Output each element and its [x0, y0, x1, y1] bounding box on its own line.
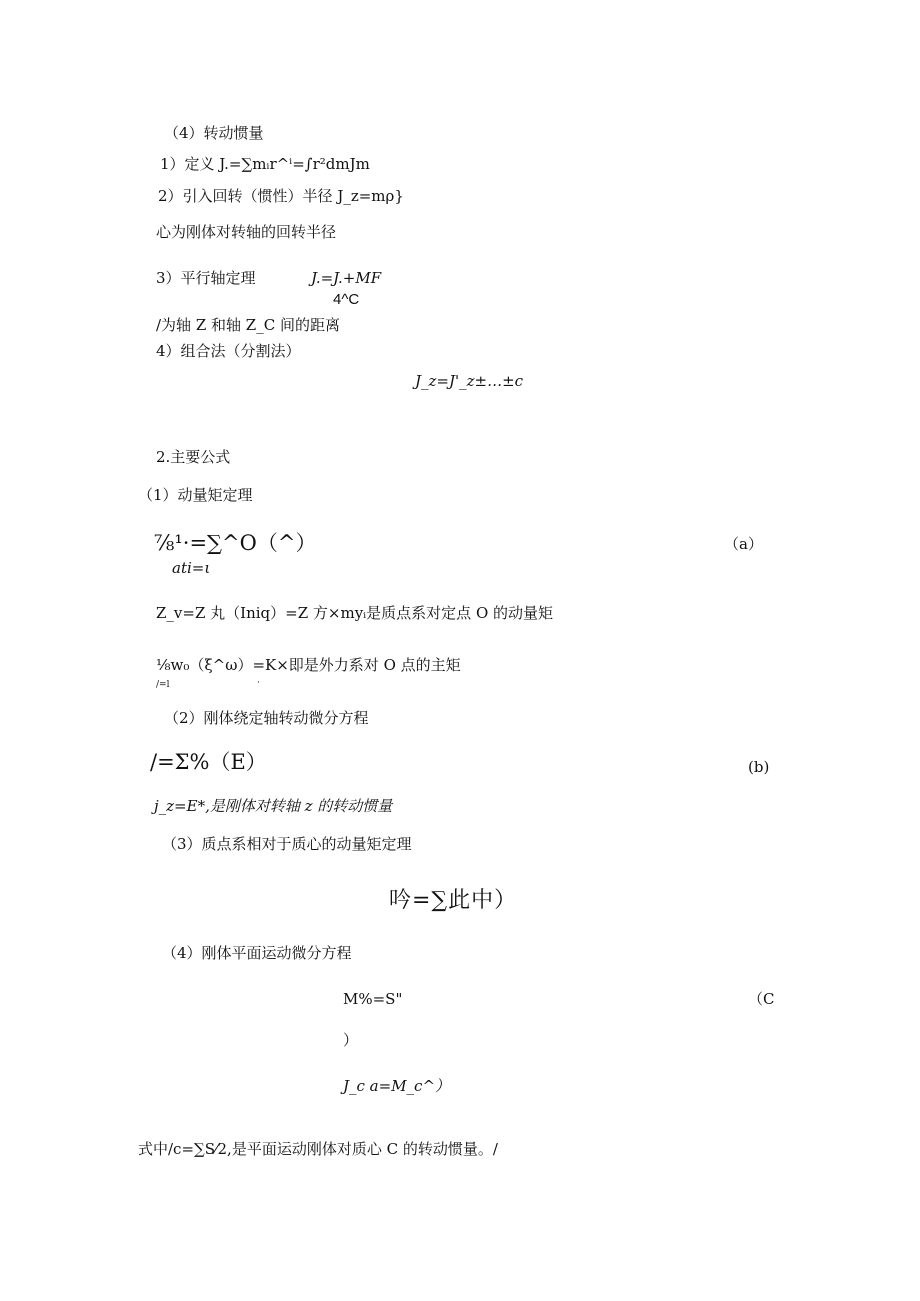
- composition-method-label: 4）组合法（分割法）: [156, 342, 301, 360]
- equation-a: ⅞¹·=∑^O（^）: [154, 531, 317, 555]
- equation-center-of-mass: 吟=∑此中）: [389, 888, 518, 913]
- planar-equation-paren: ）: [343, 1031, 359, 1049]
- planar-equation-tag: （C: [748, 990, 775, 1008]
- radius-of-gyration-note: 心为刚体对转轴的回转半径: [156, 223, 337, 241]
- parallel-axis-label: 3）平行轴定理: [156, 269, 256, 287]
- planar-equation-2: J_c a=M_c^）: [343, 1077, 451, 1095]
- radius-of-gyration-line: 2）引入回转（惯性）半径 J_z=mρ}: [158, 187, 404, 205]
- heading-fixed-axis-rotation: （2）刚体绕定轴转动微分方程: [164, 709, 369, 727]
- heading-angular-momentum-theorem: （1）动量矩定理: [138, 486, 253, 504]
- equation-b-tag: (b): [748, 758, 770, 776]
- planar-footnote: 式中/c=∑S⁄2,是平面运动刚体对质心 C 的转动惯量。/: [138, 1140, 498, 1158]
- heading-relative-to-center-of-mass: （3）质点系相对于质心的动量矩定理: [162, 835, 412, 853]
- parallel-axis-distance-note: /为轴 Z 和轴 Z_C 间的距离: [156, 316, 340, 334]
- angular-momentum-line: Z_v=Z 丸（Iniq）=Z 方×myᵢ是质点系对定点 O 的动量矩: [156, 604, 554, 622]
- moment-of-inertia-note: j_z=E*,是刚体对转轴 z 的转动惯量: [154, 797, 393, 815]
- parallel-axis-subscript: 4^C: [333, 291, 360, 308]
- principal-moment-dot: ·: [257, 678, 260, 688]
- heading-main-formulas: 2.主要公式: [156, 448, 231, 466]
- principal-moment-line: ⅛w₀（ξ^ω）=K×即是外力系对 O 点的主矩: [156, 656, 461, 674]
- planar-equation-1: M%=S": [343, 990, 403, 1008]
- equation-b: /=Σ%（E）: [150, 750, 267, 774]
- parallel-axis-formula: J.=J.+MF: [311, 269, 382, 287]
- equation-a-subscript: ati=ι: [172, 559, 211, 577]
- heading-moment-of-inertia: （4）转动惯量: [164, 124, 264, 142]
- heading-planar-motion: （4）刚体平面运动微分方程: [162, 944, 352, 962]
- definition-line: 1）定义 J.=∑mᵢr^ⁱ=∫r²dmJm: [160, 155, 370, 173]
- equation-a-tag: （a）: [724, 535, 763, 553]
- composition-formula: J_z=J'_z±…±c: [415, 372, 524, 390]
- principal-moment-subscript: /=l: [156, 680, 170, 690]
